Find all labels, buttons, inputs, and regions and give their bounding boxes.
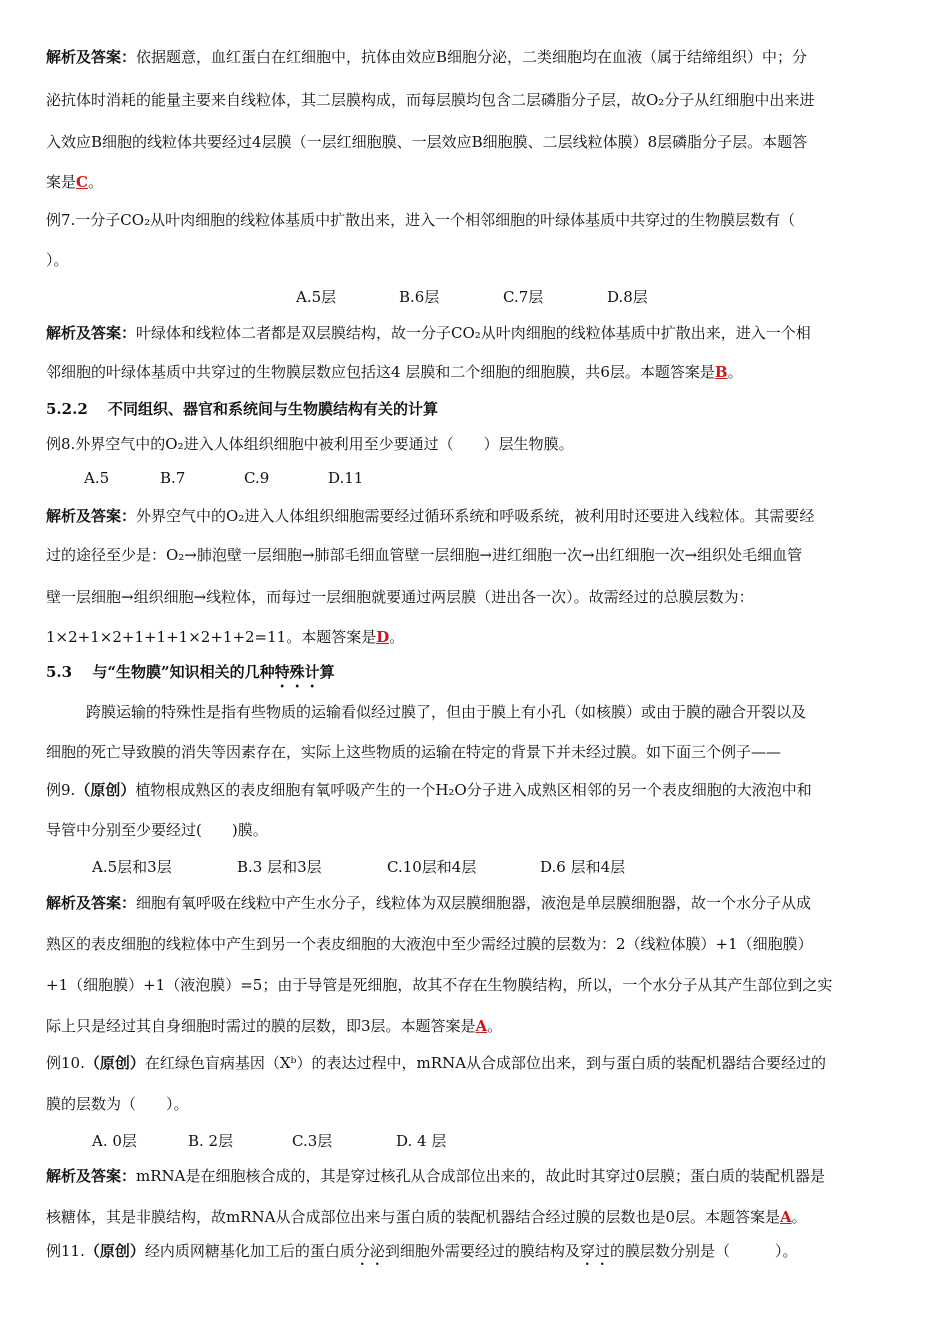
option: A.5层和3层	[92, 858, 172, 876]
option: A. 0层	[92, 1132, 137, 1150]
option: B. 2层	[188, 1132, 234, 1150]
option: D. 4 层	[396, 1132, 447, 1150]
text-line: 入效应B细胞的线粒体共要经过4层膜（一层红细胞膜、一层效应B细胞膜、二层线粒体膜）8层磷脂分子层。本题答	[46, 133, 808, 151]
text-line: 膜的层数为（ ）。	[46, 1095, 189, 1113]
option: D.6 层和4层	[540, 858, 626, 876]
analysis-label: 解析及答案：	[46, 1167, 137, 1185]
answer-line-ex6: 案是C。	[46, 173, 103, 191]
options-ex7	[296, 287, 648, 307]
analysis-label: 解析及答案：	[46, 894, 137, 912]
option: B.3 层和3层	[237, 858, 322, 876]
text-line: +1（细胞膜）+1（液泡膜）=5；由于导管是死细胞，故其不存在生物膜结构，所以，一个水分子从其产生部位到之实	[46, 976, 833, 994]
answer-line-ex9: 际上只是经过其自身细胞时需过的膜的层数，即3层。本题答案是A。	[46, 1017, 503, 1035]
answer-line-ex10: 核糖体，其是非膜结构，故mRNA从合成部位出来与蛋白质的装配机器结合经过膜的层数也是0层。本题答案是A。	[46, 1208, 807, 1226]
analysis-label: 解析及答案：	[46, 48, 137, 66]
text-line: ）。	[46, 251, 69, 269]
option: D.11	[328, 469, 364, 487]
question-ex11: 例11.（原创）经内质网糖基化加工后的蛋白质分泌到细胞外需要经过的膜结构及穿过的膜层数分别是（ ）。	[46, 1242, 798, 1260]
answer-ex10: A	[780, 1208, 792, 1226]
option: C.9	[244, 469, 270, 487]
answer-line-ex7: 邻细胞的叶绿体基质中共穿过的生物膜层数应包括这4 层膜和二个细胞的细胞膜，共6层。本题答案是B。	[46, 363, 743, 381]
answer-line-ex8: 1×2+1×2+1+1+1×2+1+2=11。本题答案是D。	[46, 628, 405, 646]
option: B.7	[160, 469, 186, 487]
section-heading-5-3: 5.3 与“生物膜”知识相关的几种特殊计算	[46, 663, 335, 681]
line-analysis-ex7: 解析及答案：叶绿体和线粒体二者都是双层膜结构，故一分子CO₂从叶肉细胞的线粒体基质中扩散出来，进入一个相	[46, 324, 811, 342]
option: C.3层	[292, 1132, 333, 1150]
option: A.5	[84, 469, 110, 487]
line-analysis-ex6: 解析及答案：依据题意，血红蛋白在红细胞中，抗体由效应B细胞分泌，二类细胞均在血液（属于结缔组织）中；分	[46, 48, 808, 66]
text-line: 熟区的表皮细胞的线粒体中产生到另一个表皮细胞的大液泡中至少需经过膜的层数为：2（线粒体膜）+1（细胞膜）	[46, 935, 813, 953]
answer-ex7: B	[714, 363, 728, 381]
question-ex8: 例8.外界空气中的O₂进入人体组织细胞中被利用至少要通过（ ）层生物膜。	[46, 435, 574, 453]
text-line: 泌抗体时消耗的能量主要来自线粒体，其二层膜构成，而每层膜均包含二层磷脂分子层，故O₂分子从红细胞中出来进	[46, 91, 815, 109]
option: D.8层	[607, 288, 648, 306]
paragraph-line: 跨膜运输的特殊性是指有些物质的运输看似经过膜了，但由于膜上有小孔（如核膜）或由于膜的融合开裂以及	[86, 703, 807, 721]
option: C.7层	[503, 288, 544, 306]
text-line: 导管中分别至少要经过( )膜。	[46, 821, 268, 839]
option: C.10层和4层	[387, 858, 477, 876]
answer-ex9: A	[475, 1017, 488, 1035]
answer-ex8: D	[376, 628, 390, 646]
text-line: 过的途径至少是：O₂→肺泡壁一层细胞→肺部毛细血管壁一层细胞→进红细胞一次→出红细胞一次→组织处毛细血管	[46, 546, 803, 564]
line-analysis-ex8: 解析及答案：外界空气中的O₂进入人体组织细胞需要经过循环系统和呼吸系统，被利用时还要进入线粒体。其需要经	[46, 507, 815, 525]
question-ex7: 例7.一分子CO₂从叶肉细胞的线粒体基质中扩散出来，进入一个相邻细胞的叶绿体基质中共穿过的生物膜层数有（	[46, 211, 796, 229]
options-ex10	[92, 1131, 446, 1151]
line-analysis-ex10: 解析及答案：mRNA是在细胞核合成的，其是穿过核孔从合成部位出来的，故此时其穿过0层膜；蛋白质的装配机器是	[46, 1167, 826, 1185]
question-ex9: 例9.（原创）植物根成熟区的表皮细胞有氧呼吸产生的一个H₂O分子进入成熟区相邻的另一个表皮细胞的大液泡中和	[46, 781, 812, 799]
options-ex8	[84, 468, 363, 488]
option: A.5层	[296, 288, 337, 306]
analysis-label: 解析及答案：	[46, 507, 137, 525]
answer-ex6: C	[76, 173, 88, 191]
analysis-label: 解析及答案：	[46, 324, 137, 342]
section-heading-5-2-2: 5.2.2 不同组织、器官和系统间与生物膜结构有关的计算	[46, 400, 438, 418]
line-analysis-ex9: 解析及答案：细胞有氧呼吸在线粒中产生水分子，线粒体为双层膜细胞器，液泡是单层膜细胞器，故一个水分子从成	[46, 894, 812, 912]
options-ex9	[92, 857, 625, 877]
text-line: 细胞的死亡导致膜的消失等因素存在，实际上这些物质的运输在特定的背景下并未经过膜。如下面三个例子——	[46, 743, 782, 761]
question-ex10: 例10.（原创）在红绿色盲病基因（Xᵇ）的表达过程中，mRNA从合成部位出来，到与蛋白质的装配机器结合要经过的	[46, 1054, 827, 1072]
text-line: 壁一层细胞→组织细胞→线粒体，而每过一层细胞就要通过两层膜（进出各一次）。故需经过的总膜层数为：	[46, 588, 754, 606]
option: B.6层	[399, 288, 440, 306]
